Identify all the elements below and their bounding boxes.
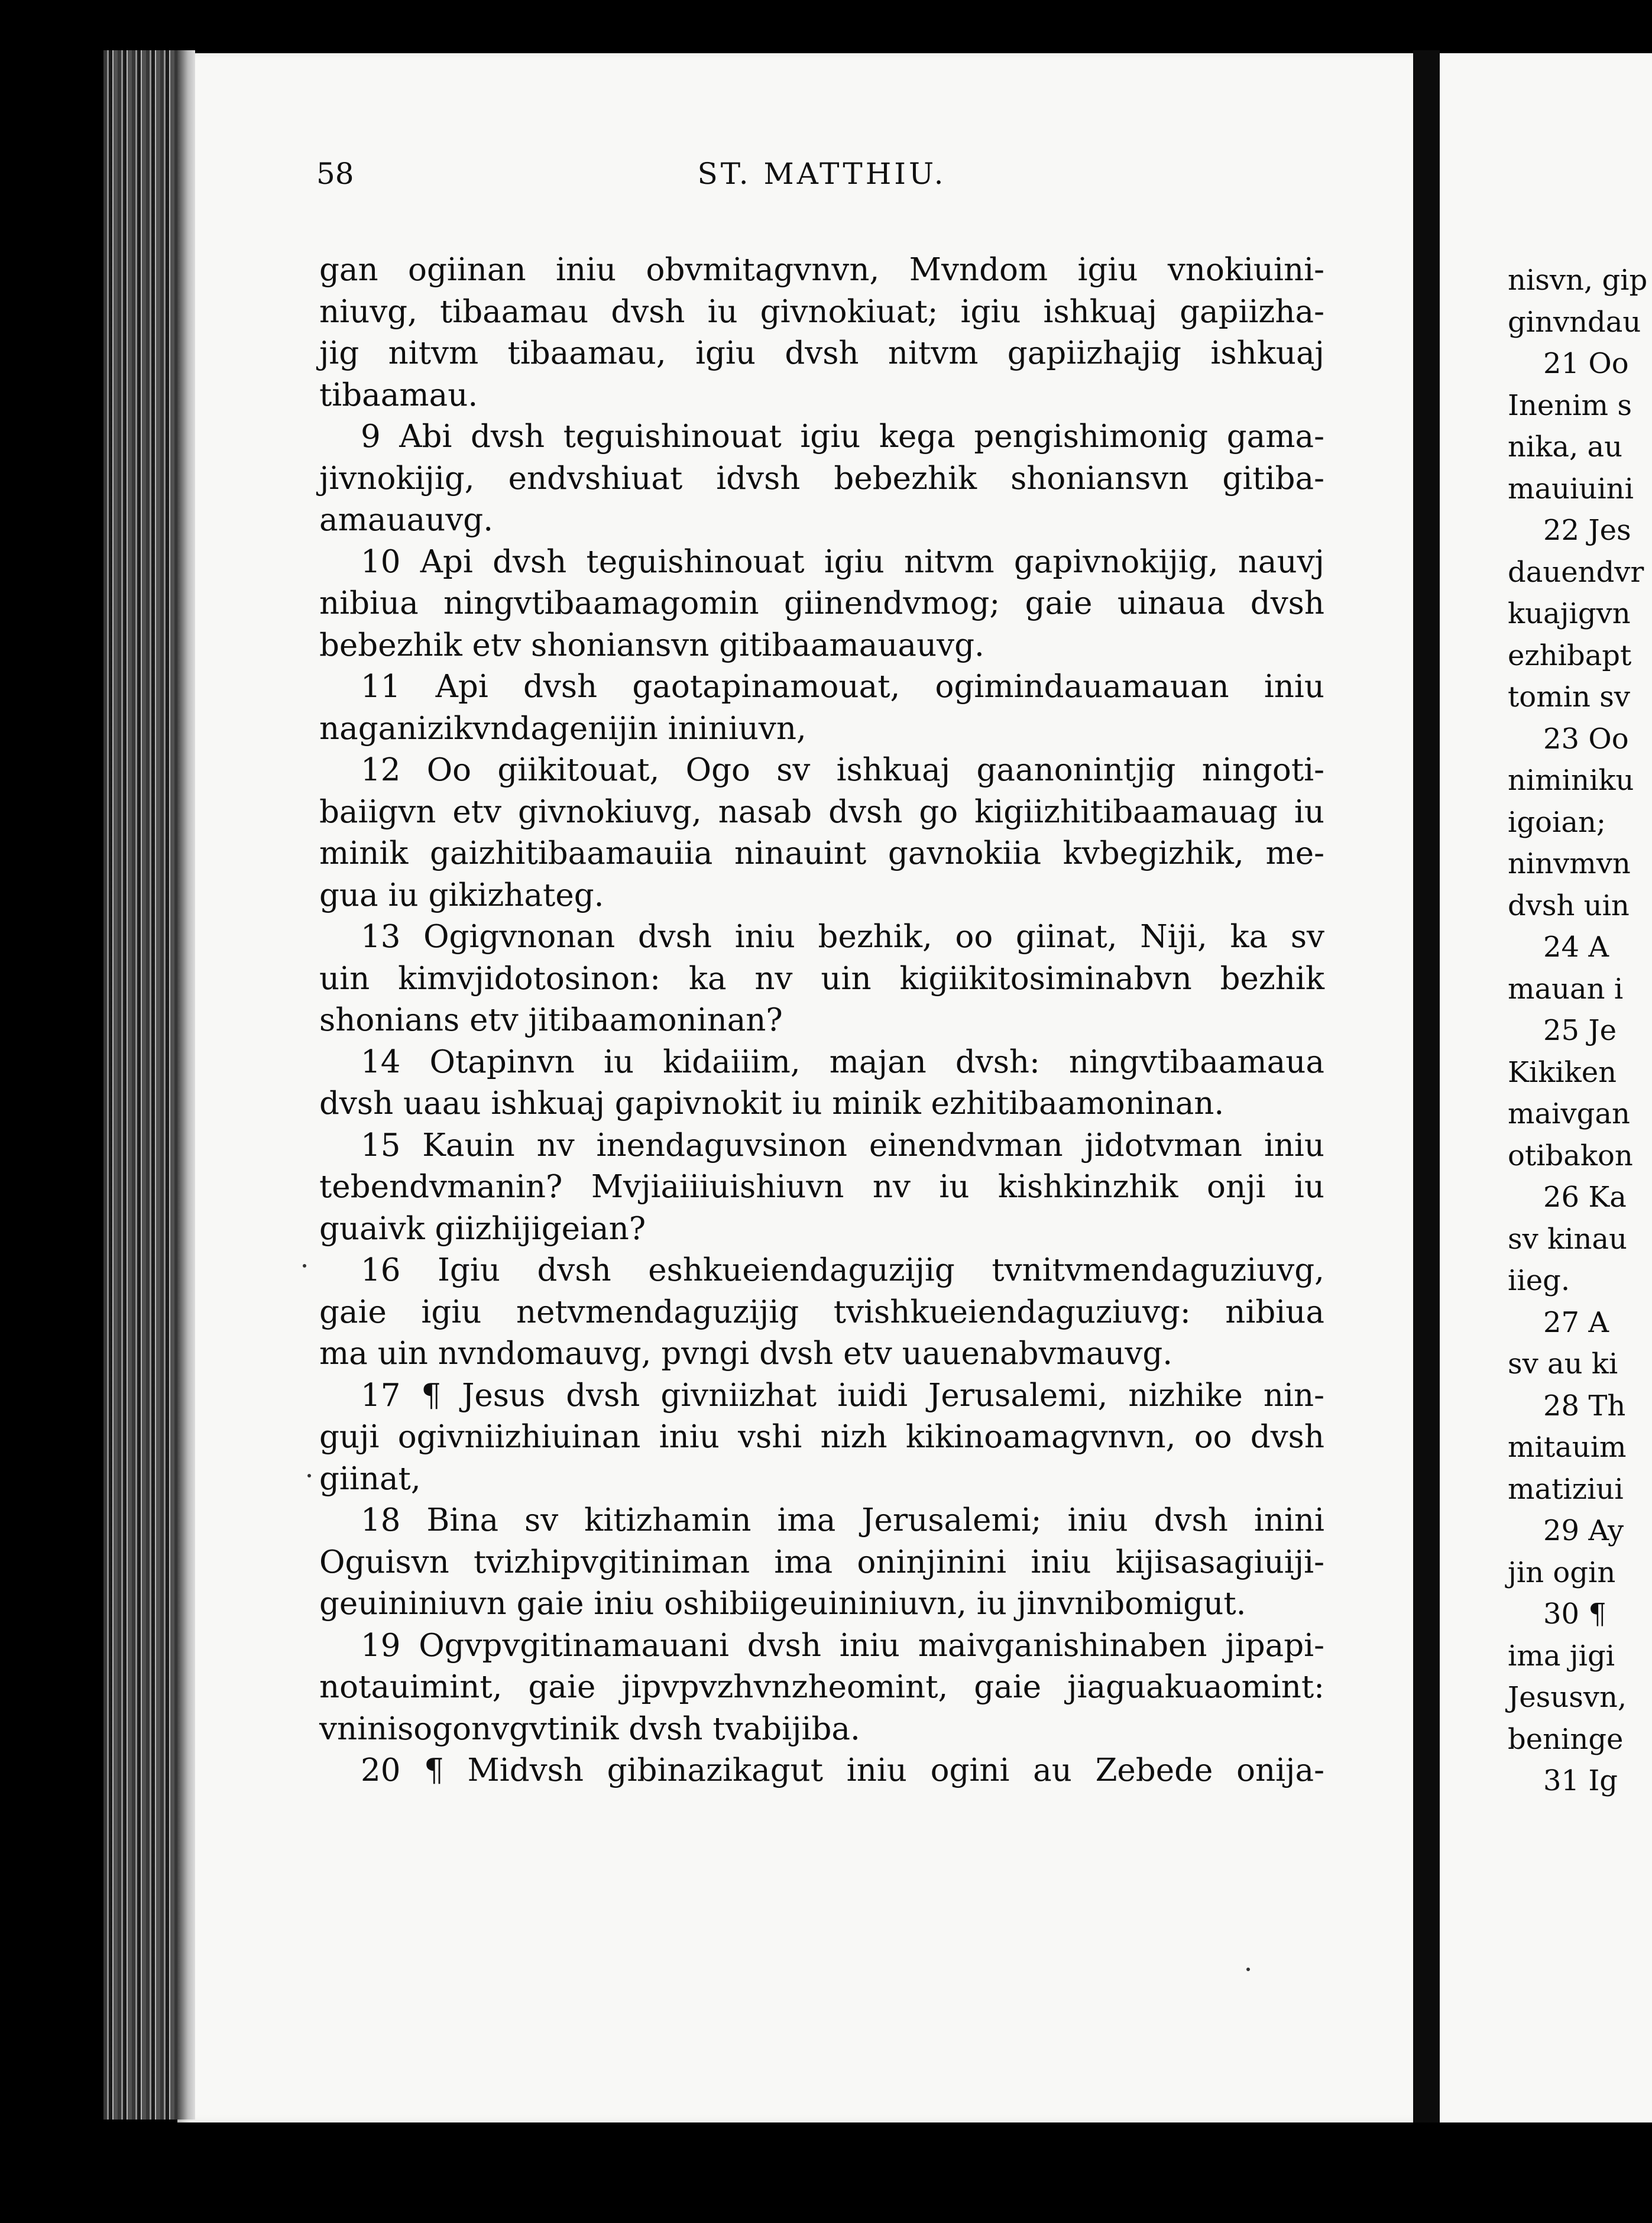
facing-text-line: tomin sv [1508,680,1630,714]
text-line: 19 Ogvpvgitinamauani dvsh iniu maivganishinaben jipapi- [361,1627,1324,1664]
facing-text-line: 23 Oo [1543,722,1629,756]
facing-text-line: mauan i [1508,972,1624,1006]
text-line: amauauvg. [319,502,494,538]
text-line: vninisogonvgvtinik dvsh tvabijiba. [319,1710,860,1747]
text-line: tibaamau. [319,377,478,413]
page-fold-shadow [177,50,195,2120]
facing-text-line: dauendvr [1508,555,1644,589]
text-line: bebezhik etv shoniansvn gitibaamauauvg. [319,627,984,663]
facing-text-line: 24 A [1543,931,1609,964]
facing-text-line: kuajigvn [1508,597,1631,630]
facing-text-line: otibakon [1508,1139,1633,1172]
facing-text-line: Jesusvn, [1508,1681,1627,1714]
text-line: gan ogiinan iniu obvmitagvnvn, Mvndom igiu vnokiuini- [319,252,1324,288]
facing-text-line: 22 Jes [1543,514,1631,547]
facing-text-line: ima jigi [1508,1639,1615,1673]
facing-text-line: dvsh uin [1508,889,1630,922]
text-line: tebendvmanin? Mvjiaiiiuishiuvn nv iu kishkinzhik onji iu [319,1169,1324,1205]
facing-text-line: igoian; [1508,805,1606,839]
text-line: notauimint, gaie jipvpvzhvnzheomint, gaie jiaguakuaomint: [319,1669,1324,1705]
facing-text-line: 26 Ka [1543,1181,1627,1214]
running-head [316,157,1327,198]
facing-text-line: jin ogin [1508,1556,1616,1589]
facing-text-line: sv au ki [1508,1347,1618,1381]
text-line: 13 Ogigvnonan dvsh iniu bezhik, oo giinat, Niji, ka sv [361,919,1324,955]
text-line: nibiua ningvtibaamagomin giinendvmog; gaie uinaua dvsh [319,585,1324,621]
text-line: guaivk giizhijigeian? [319,1210,646,1247]
facing-text-line: 21 Oo [1543,347,1629,380]
text-line: 12 Oo giikitouat, Ogo sv ishkuaj gaanonintjig ningoti- [361,752,1324,788]
text-line: 10 Api dvsh teguishinouat igiu nitvm gapivnokijig, nauvj [361,543,1324,580]
text-line: naganizikvndagenijin ininiuvn, [319,710,806,747]
facing-text-line: mitauim [1508,1431,1627,1464]
facing-text-line: 27 A [1543,1305,1609,1339]
text-line: shonians etv jitibaamoninan? [319,1002,783,1038]
text-line: 15 Kauin nv inendaguvsinon einendvman jidotvman iniu [361,1127,1324,1164]
facing-text-line: iieg. [1508,1264,1570,1297]
text-line: dvsh uaau ishkuaj gapivnokit iu minik ezhitibaamoninan. [319,1085,1225,1122]
facing-text-line: beninge [1508,1722,1624,1756]
page-right-facing [1440,53,1652,2122]
facing-text-line: Inenim s [1508,388,1632,422]
facing-text-line: nika, au [1508,430,1623,464]
page-number: 58 [316,157,354,191]
print-speck [1246,1968,1250,1971]
text-line: jivnokijig, endvshiuat idvsh bebezhik shoniansvn gitiba- [319,460,1324,497]
print-speck [303,1264,306,1268]
facing-text-line: niminiku [1508,764,1634,797]
facing-text-line: mauiuini [1508,472,1634,505]
facing-text-line: 31 Ig [1543,1764,1618,1797]
facing-text-line: maivgan [1508,1097,1630,1130]
text-line: baiigvn etv givnokiuvg, nasab dvsh go kigiizhitibaamauag iu [319,793,1324,830]
text-line: 18 Bina sv kitizhamin ima Jerusalemi; iniu dvsh inini [361,1502,1324,1538]
text-line: 9 Abi dvsh teguishinouat igiu kega pengishimonig gama- [361,419,1324,455]
print-speck [307,1474,311,1477]
text-line: giinat, [319,1460,421,1497]
text-line: gua iu gikizhateg. [319,877,604,913]
facing-text-line: nisvn, gip [1508,264,1648,297]
facing-text-line: 29 Ay [1543,1514,1624,1547]
text-line: 16 Igiu dvsh eshkueiendaguzijig tvnitvmendaguziuvg, [361,1252,1324,1288]
text-line: ma uin nvndomauvg, pvngi dvsh etv uauenabvmauvg. [319,1336,1173,1372]
text-line: niuvg, tibaamau dvsh iu givnokiuat; igiu ishkuaj gapiizha- [319,293,1324,330]
text-line: Oguisvn tvizhipvgitiniman ima oninjinini iniu kijisasagiuiji- [319,1544,1324,1580]
facing-text-line: ginvndau [1508,305,1641,339]
text-line: 17 ¶ Jesus dvsh givniizhat iuidi Jerusalemi, nizhike nin- [361,1377,1324,1414]
facing-text-line: sv kinau [1508,1222,1627,1256]
facing-text-line: matiziui [1508,1472,1624,1506]
facing-text-line: 28 Th [1543,1389,1626,1422]
text-line: jig nitvm tibaamau, igiu dvsh nitvm gapiizhajig ishkuaj [319,335,1324,371]
facing-text-line: Kikiken [1508,1055,1617,1089]
text-line: guji ogivniizhiuinan iniu vshi nizh kikinoamagvnvn, oo dvsh [319,1419,1324,1455]
facing-text-line: ninvmvn [1508,847,1631,880]
text-line: 11 Api dvsh gaotapinamouat, ogimindauamauan iniu [361,669,1324,705]
facing-text-line: 30 ¶ [1543,1597,1606,1631]
text-line: minik gaizhitibaamauiia ninauint gavnokiia kvbegizhik, me- [319,835,1324,871]
facing-text-line: ezhibapt [1508,639,1632,672]
facing-text-line: 25 Je [1543,1014,1617,1047]
running-title: ST. MATTHIU. [697,157,947,191]
text-line: 14 Otapinvn iu kidaiiim, majan dvsh: ningvtibaamaua [361,1044,1324,1080]
text-line: uin kimvjidotosinon: ka nv uin kigiikitosiminabvn bezhik [319,960,1324,997]
text-line: gaie igiu netvmendaguzijig tvishkueiendaguziuvg: nibiua [319,1294,1324,1330]
text-line: 20 ¶ Midvsh gibinazikagut iniu ogini au Zebede onija- [361,1752,1324,1788]
page-gutter [1413,50,1440,2122]
text-line: geuininiuvn gaie iniu oshibiigeuininiuvn, iu jinvnibomigut. [319,1586,1246,1622]
